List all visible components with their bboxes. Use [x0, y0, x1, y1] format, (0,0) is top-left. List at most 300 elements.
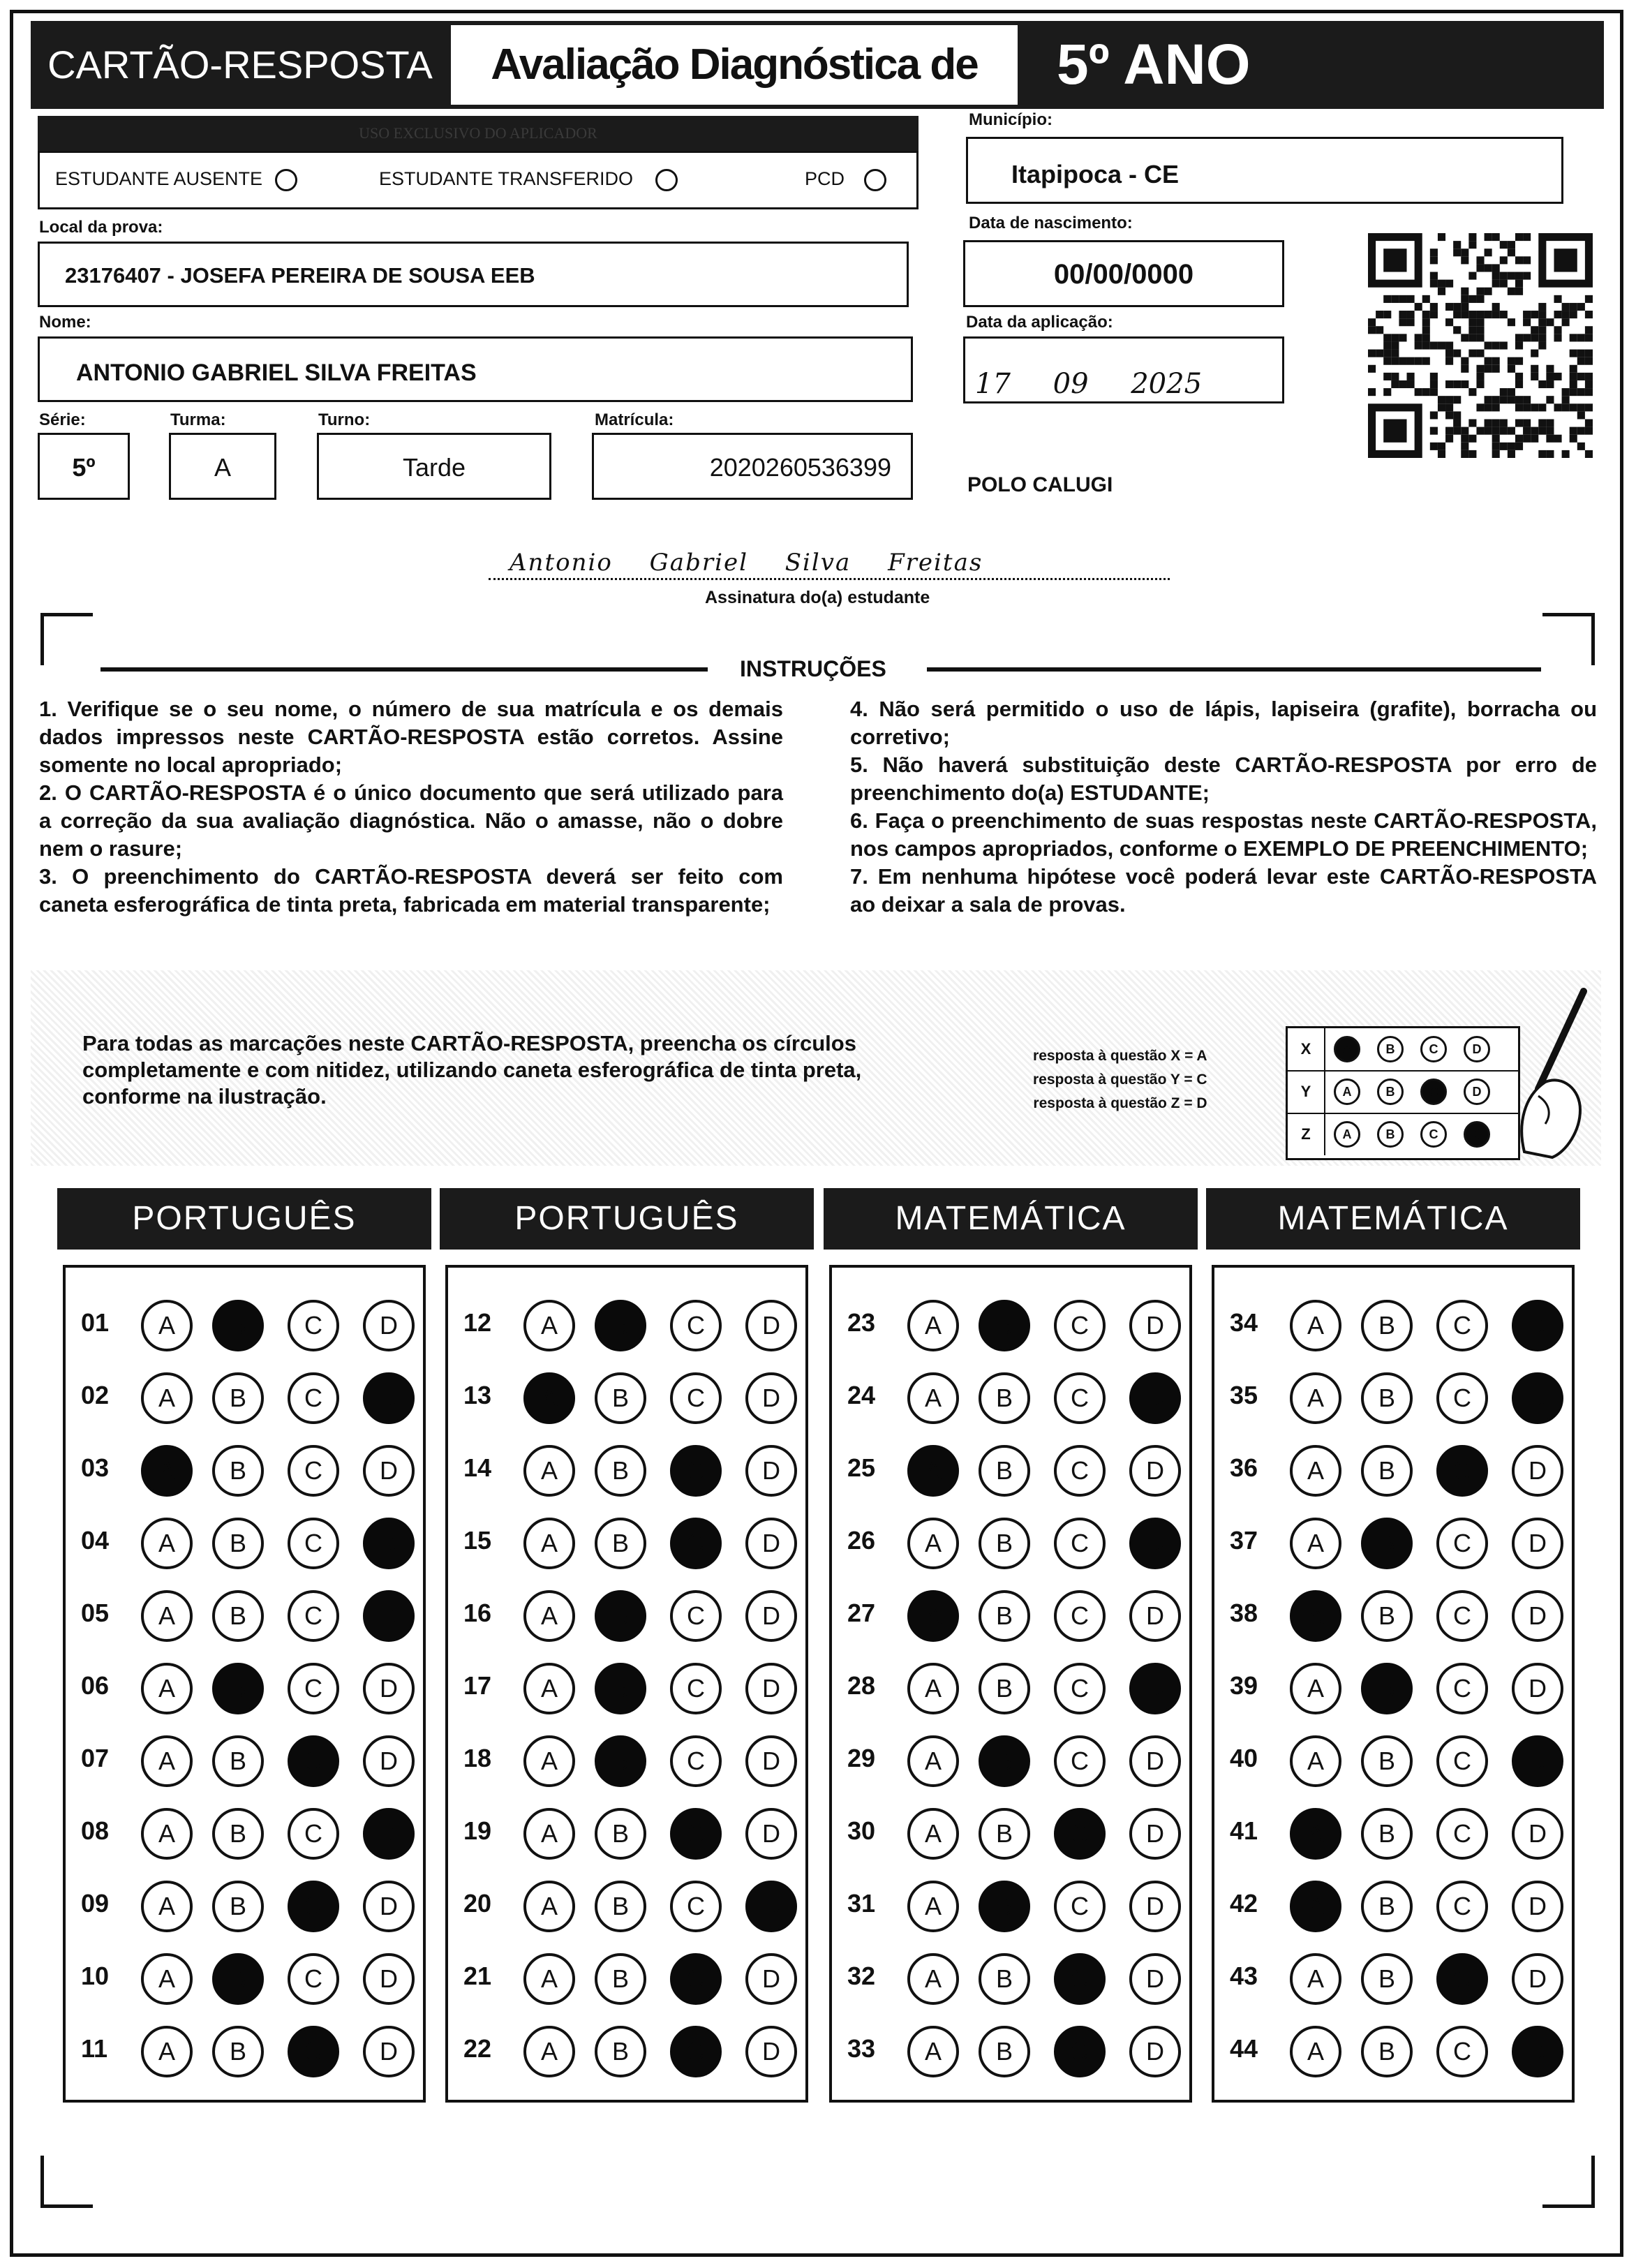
answer-bubble-a[interactable]: A	[523, 1590, 575, 1642]
answer-bubble-c[interactable]: C	[288, 1735, 339, 1787]
answer-bubble-d[interactable]: D	[1512, 2026, 1563, 2077]
question-row	[66, 1287, 423, 1360]
answer-bubble-d[interactable]: D	[363, 1953, 415, 2005]
answer-bubble-a[interactable]: A	[1290, 1663, 1341, 1714]
answer-bubble-a[interactable]: A	[141, 1663, 193, 1714]
question-row	[1214, 1578, 1572, 1650]
question-row	[448, 1360, 805, 1432]
answer-bubble-a[interactable]: A	[141, 1590, 193, 1642]
local-label: Local da prova:	[39, 218, 163, 237]
answer-bubble-c[interactable]: C	[1436, 1372, 1488, 1424]
answer-bubble-c[interactable]: C	[288, 1590, 339, 1642]
question-row	[832, 2013, 1189, 2086]
answer-bubble-c[interactable]: C	[1054, 2026, 1106, 2077]
answer-bubble-d[interactable]: D	[1129, 1808, 1181, 1860]
answer-bubble-b[interactable]: B	[1361, 1881, 1413, 1932]
question-number: 29	[847, 1744, 876, 1772]
instruction-item: 3. O preenchimento do CARTÃO-RESPOSTA deverá ser feito com caneta esferográfica de tinta preta, fabricada em material transparente;	[39, 864, 783, 917]
answer-bubble-b[interactable]: B	[1361, 2026, 1413, 2077]
answer-bubble-b[interactable]: B	[979, 1663, 1030, 1714]
answer-bubble-d[interactable]: D	[363, 1808, 415, 1860]
answer-bubble-a[interactable]: A	[523, 2026, 575, 2077]
answer-bubble-b[interactable]: B	[1361, 1953, 1413, 2005]
matricula-field	[592, 433, 913, 500]
answer-bubble-c[interactable]: C	[1436, 1590, 1488, 1642]
answer-bubble-b[interactable]: B	[979, 1735, 1030, 1787]
answer-bubble-c[interactable]: C	[1054, 1663, 1106, 1714]
answer-bubble-a[interactable]: A	[141, 1953, 193, 2005]
question-number: 36	[1230, 1453, 1258, 1482]
answer-bubble-c[interactable]: C	[1054, 1881, 1106, 1932]
answer-bubble-a[interactable]: A	[1290, 1300, 1341, 1351]
answer-bubble-c[interactable]: C	[288, 1953, 339, 2005]
answer-bubble-c[interactable]: C	[1054, 1518, 1106, 1569]
answer-bubble-c[interactable]: C	[1054, 1300, 1106, 1351]
absent-radio[interactable]	[275, 169, 297, 191]
header-bar	[31, 21, 1604, 109]
answer-bubble-c[interactable]: C	[288, 1300, 339, 1351]
answer-bubble-d[interactable]: D	[745, 1518, 797, 1569]
answer-bubble-b[interactable]: B	[979, 1300, 1030, 1351]
nascimento-field	[963, 240, 1284, 307]
answer-bubble-d[interactable]: D	[745, 1300, 797, 1351]
answer-bubble-d[interactable]: D	[363, 1735, 415, 1787]
answer-bubble-a[interactable]: A	[523, 1518, 575, 1569]
answer-bubble-c[interactable]: C	[1054, 1953, 1106, 2005]
nome-label: Nome:	[39, 313, 91, 332]
question-number: 25	[847, 1453, 876, 1482]
fill-example-text: Para todas as marcações neste CARTÃO-RESPOSTA, preencha os círculos completamente e com nitidez, utilizando caneta esferográfica de tinta preta, conforme na ilustração.	[82, 1031, 862, 1109]
answer-bubble-d[interactable]: D	[1129, 1663, 1181, 1714]
answer-bubble-b[interactable]: B	[1361, 1518, 1413, 1569]
answer-bubble-d[interactable]: D	[1512, 1735, 1563, 1787]
example-row-label: Z	[1288, 1113, 1325, 1155]
grade-title: 5º ANO	[1057, 33, 1251, 96]
question-number: 43	[1230, 1962, 1258, 1990]
question-number: 18	[463, 1744, 492, 1772]
answer-bubble-d[interactable]: D	[1512, 1445, 1563, 1497]
question-row	[66, 1578, 423, 1650]
answer-bubble-d[interactable]: D	[745, 1372, 797, 1424]
answer-bubble-d[interactable]: D	[1512, 1953, 1563, 2005]
answer-bubble-a[interactable]: A	[1290, 1881, 1341, 1932]
example-row	[1288, 1028, 1518, 1072]
answer-bubble-a[interactable]: A	[907, 1445, 959, 1497]
question-row	[1214, 1868, 1572, 1941]
answer-bubble-b[interactable]: B	[212, 1881, 264, 1932]
question-row	[448, 1287, 805, 1360]
transferred-option[interactable]	[379, 168, 678, 191]
answer-bubble-b[interactable]: B	[1361, 1445, 1413, 1497]
answer-bubble-d[interactable]: D	[1512, 1663, 1563, 1714]
pcd-option[interactable]	[805, 168, 886, 191]
answer-bubble-a[interactable]: A	[523, 1953, 575, 2005]
answer-bubble-d[interactable]: D	[1512, 1590, 1563, 1642]
question-number: 30	[847, 1816, 876, 1845]
answer-bubble-b[interactable]: B	[1361, 1590, 1413, 1642]
question-number: 17	[463, 1671, 492, 1700]
question-row	[448, 2013, 805, 2086]
question-number: 13	[463, 1381, 492, 1409]
answer-bubble-b[interactable]: B	[212, 1953, 264, 2005]
answer-bubble-d[interactable]: D	[745, 1590, 797, 1642]
answer-bubble-c[interactable]: C	[1436, 1953, 1488, 2005]
answer-bubble-a[interactable]: A	[907, 2026, 959, 2077]
legend-x: resposta à questão X = A	[1033, 1048, 1207, 1064]
answer-bubble-d[interactable]: D	[1129, 1953, 1181, 2005]
answer-bubble-d[interactable]: D	[745, 2026, 797, 2077]
aplicacao-value: 17 09 2025	[975, 368, 1203, 400]
question-row	[832, 1432, 1189, 1505]
answer-bubble-b[interactable]: B	[212, 1808, 264, 1860]
answer-bubble-b[interactable]: B	[212, 1372, 264, 1424]
answer-bubble-a[interactable]: A	[523, 1881, 575, 1932]
question-number: 27	[847, 1599, 876, 1627]
question-number: 14	[463, 1453, 492, 1482]
answer-bubble-c[interactable]: C	[670, 1735, 722, 1787]
answer-bubble-a[interactable]: A	[1290, 1953, 1341, 2005]
answer-bubble-a[interactable]: A	[141, 1518, 193, 1569]
answer-bubble-b[interactable]: B	[595, 1300, 646, 1351]
question-row	[832, 1360, 1189, 1432]
exam-title: Avaliação Diagnóstica de	[451, 25, 1018, 105]
example-row	[1288, 1113, 1518, 1155]
answer-bubble-d[interactable]: D	[745, 1881, 797, 1932]
answer-bubble-c[interactable]: C	[670, 1663, 722, 1714]
instructions-left-column	[39, 695, 783, 919]
absent-label: ESTUDANTE AUSENTE	[55, 168, 263, 189]
example-row-label: Y	[1288, 1071, 1325, 1113]
question-number: 23	[847, 1308, 876, 1337]
answer-bubble-a[interactable]: A	[907, 1881, 959, 1932]
answer-bubble-a[interactable]: A	[1290, 1518, 1341, 1569]
answer-bubble-d[interactable]: D	[745, 1445, 797, 1497]
answer-bubble-c[interactable]: C	[670, 1808, 722, 1860]
answer-bubble-b[interactable]: B	[1361, 1808, 1413, 1860]
answer-bubble-d[interactable]: D	[1129, 1372, 1181, 1424]
question-row	[448, 1941, 805, 2013]
corner-mark-top-right	[1542, 613, 1595, 665]
answer-bubble-a[interactable]: A	[523, 1300, 575, 1351]
answer-bubble-d[interactable]: D	[1129, 2026, 1181, 2077]
question-number: 40	[1230, 1744, 1258, 1772]
hand-pen-icon	[1496, 984, 1594, 1159]
answer-bubble-a[interactable]: A	[523, 1735, 575, 1787]
fill-example-legend	[1033, 1044, 1207, 1116]
instruction-item: 6. Faça o preenchimento de suas respostas neste CARTÃO-RESPOSTA, nos campos apropriados, conforme o EXEMPLO DE PREENCHIMENTO;	[850, 808, 1597, 861]
question-row	[1214, 1723, 1572, 1795]
aplicacao-field[interactable]	[963, 336, 1284, 403]
answer-bubble-a[interactable]: A	[907, 1590, 959, 1642]
answer-bubble-b[interactable]: B	[979, 1881, 1030, 1932]
question-row	[66, 1360, 423, 1432]
answer-bubble-d[interactable]: D	[1512, 1808, 1563, 1860]
answer-bubble-b[interactable]: B	[979, 1445, 1030, 1497]
answer-bubble-b[interactable]: B	[212, 1735, 264, 1787]
answer-bubble-d[interactable]: D	[1512, 1300, 1563, 1351]
absent-option[interactable]	[55, 168, 297, 191]
answer-bubble-d[interactable]: D	[363, 1445, 415, 1497]
answer-bubble-c[interactable]: C	[1436, 1735, 1488, 1787]
answer-bubble-b[interactable]: B	[1361, 1663, 1413, 1714]
answer-bubble-c[interactable]: C	[1436, 1518, 1488, 1569]
question-row	[448, 1650, 805, 1723]
fill-example-band	[31, 970, 1601, 1166]
answer-bubble-d[interactable]: D	[1129, 1518, 1181, 1569]
answer-bubble-b[interactable]: B	[1361, 1372, 1413, 1424]
signature-label: Assinatura do(a) estudante	[705, 588, 930, 607]
question-row	[448, 1795, 805, 1868]
matricula-value: 2020260536399	[709, 453, 891, 482]
municipio-field	[966, 137, 1563, 204]
example-bubble-b: B	[1377, 1121, 1404, 1148]
corner-mark-bottom-right	[1542, 2156, 1595, 2208]
question-row	[1214, 2013, 1572, 2086]
answer-bubble-b[interactable]: B	[595, 1881, 646, 1932]
answer-bubble-c[interactable]: C	[670, 2026, 722, 2077]
transferred-radio[interactable]	[655, 169, 678, 191]
answer-bubble-c[interactable]: C	[288, 1663, 339, 1714]
answer-bubble-b[interactable]: B	[979, 1808, 1030, 1860]
answer-bubble-a[interactable]: A	[1290, 1590, 1341, 1642]
answer-bubble-c[interactable]: C	[288, 1881, 339, 1932]
question-row	[448, 1578, 805, 1650]
example-bubble-a: A	[1334, 1079, 1360, 1105]
question-row	[832, 1941, 1189, 2013]
answer-bubble-d[interactable]: D	[1129, 1735, 1181, 1787]
example-bubble-a: A	[1334, 1121, 1360, 1148]
answer-bubble-a[interactable]: A	[1290, 2026, 1341, 2077]
answer-bubble-b[interactable]: B	[212, 1518, 264, 1569]
answer-bubble-c[interactable]: C	[1054, 1445, 1106, 1497]
question-number: 22	[463, 2034, 492, 2063]
answer-bubble-c[interactable]: C	[670, 1372, 722, 1424]
answer-bubble-b[interactable]: B	[595, 1445, 646, 1497]
qr-code	[1368, 233, 1593, 458]
answer-bubble-b[interactable]: B	[1361, 1300, 1413, 1351]
answer-bubble-d[interactable]: D	[745, 1953, 797, 2005]
answer-bubble-d[interactable]: D	[363, 1300, 415, 1351]
answer-bubble-a[interactable]: A	[907, 1372, 959, 1424]
answer-bubble-a[interactable]: A	[141, 1300, 193, 1351]
subject-header: MATEMÁTICA	[1206, 1188, 1580, 1250]
answer-bubble-a[interactable]: A	[1290, 1735, 1341, 1787]
answer-bubble-d[interactable]: D	[363, 1372, 415, 1424]
question-row	[66, 1723, 423, 1795]
question-number: 44	[1230, 2034, 1258, 2063]
question-number: 07	[81, 1744, 110, 1772]
answer-bubble-b[interactable]: B	[595, 1663, 646, 1714]
question-number: 20	[463, 1889, 492, 1918]
answer-bubble-a[interactable]: A	[907, 1808, 959, 1860]
question-row	[66, 1505, 423, 1578]
aplicacao-label: Data da aplicação:	[966, 313, 1113, 332]
answer-bubble-c[interactable]: C	[288, 1808, 339, 1860]
turno-value: Tarde	[402, 453, 466, 482]
answer-bubble-b[interactable]: B	[212, 1445, 264, 1497]
example-bubble-b: B	[1377, 1079, 1404, 1105]
answer-bubble-a[interactable]: A	[523, 1663, 575, 1714]
answer-bubble-d[interactable]: D	[363, 2026, 415, 2077]
answer-bubble-d[interactable]: D	[1512, 1881, 1563, 1932]
answer-bubble-c[interactable]: C	[1054, 1808, 1106, 1860]
answer-bubble-b[interactable]: B	[595, 1953, 646, 2005]
answer-bubble-c[interactable]: C	[1054, 1372, 1106, 1424]
subject-answer-box	[445, 1265, 808, 2103]
question-row	[1214, 1795, 1572, 1868]
local-value: 23176407 - JOSEFA PEREIRA DE SOUSA EEB	[65, 263, 535, 288]
question-row	[448, 1723, 805, 1795]
answer-bubble-a[interactable]: A	[1290, 1808, 1341, 1860]
answer-bubble-c[interactable]: C	[1436, 1300, 1488, 1351]
answer-bubble-d[interactable]: D	[363, 1881, 415, 1932]
pcd-radio[interactable]	[864, 169, 886, 191]
answer-bubble-a[interactable]: A	[1290, 1445, 1341, 1497]
answer-bubble-d[interactable]: D	[1512, 1372, 1563, 1424]
turno-field	[317, 433, 551, 500]
subject-header: MATEMÁTICA	[824, 1188, 1198, 1250]
question-number: 31	[847, 1889, 876, 1918]
answer-bubble-b[interactable]: B	[595, 1518, 646, 1569]
applicator-bar	[38, 116, 919, 151]
question-number: 35	[1230, 1381, 1258, 1409]
answer-bubble-b[interactable]: B	[979, 1372, 1030, 1424]
answer-bubble-b[interactable]: B	[212, 1300, 264, 1351]
answer-bubble-b[interactable]: B	[979, 1518, 1030, 1569]
answer-bubble-a[interactable]: A	[907, 1518, 959, 1569]
answer-bubble-a[interactable]: A	[141, 1372, 193, 1424]
answer-bubble-a[interactable]: A	[523, 1445, 575, 1497]
answer-bubble-b[interactable]: B	[1361, 1735, 1413, 1787]
answer-bubble-c[interactable]: C	[670, 1953, 722, 2005]
question-number: 04	[81, 1526, 110, 1555]
answer-bubble-a[interactable]: A	[907, 1300, 959, 1351]
question-row	[832, 1723, 1189, 1795]
answer-bubble-a[interactable]: A	[907, 1663, 959, 1714]
answer-bubble-d[interactable]: D	[363, 1663, 415, 1714]
municipio-label: Município:	[969, 110, 1053, 129]
answer-bubble-b[interactable]: B	[595, 2026, 646, 2077]
answer-bubble-c[interactable]: C	[1436, 1445, 1488, 1497]
answer-bubble-a[interactable]: A	[907, 1735, 959, 1787]
question-number: 16	[463, 1599, 492, 1627]
question-row	[832, 1287, 1189, 1360]
question-number: 39	[1230, 1671, 1258, 1700]
question-row	[66, 1868, 423, 1941]
answer-bubble-a[interactable]: A	[907, 1953, 959, 2005]
answer-bubble-a[interactable]: A	[523, 1372, 575, 1424]
answer-bubble-c[interactable]: C	[1436, 1808, 1488, 1860]
question-row	[832, 1505, 1189, 1578]
answer-bubble-b[interactable]: B	[979, 2026, 1030, 2077]
question-row	[832, 1578, 1189, 1650]
answer-bubble-c[interactable]: C	[670, 1518, 722, 1569]
answer-bubble-b[interactable]: B	[212, 1663, 264, 1714]
serie-label: Série:	[39, 410, 86, 429]
answer-bubble-c[interactable]: C	[670, 1590, 722, 1642]
question-number: 41	[1230, 1816, 1258, 1845]
transferred-label: ESTUDANTE TRANSFERIDO	[379, 168, 634, 189]
answer-bubble-a[interactable]: A	[141, 1881, 193, 1932]
answer-bubble-c[interactable]: C	[1436, 2026, 1488, 2077]
answer-bubble-d[interactable]: D	[745, 1663, 797, 1714]
signature-line[interactable]	[489, 549, 1170, 580]
answer-bubble-d[interactable]: D	[363, 1590, 415, 1642]
example-bubble-c: C	[1420, 1079, 1447, 1105]
question-number: 09	[81, 1889, 110, 1918]
turma-label: Turma:	[170, 410, 226, 429]
polo-text: POLO CALUGI	[967, 473, 1113, 496]
question-row	[448, 1505, 805, 1578]
answer-bubble-a[interactable]: A	[1290, 1372, 1341, 1424]
answer-bubble-c[interactable]: C	[670, 1881, 722, 1932]
question-row	[1214, 1650, 1572, 1723]
answer-bubble-d[interactable]: D	[1512, 1518, 1563, 1569]
answer-bubble-c[interactable]: C	[1054, 1735, 1106, 1787]
question-row	[1214, 1287, 1572, 1360]
answer-bubble-d[interactable]: D	[1129, 1445, 1181, 1497]
question-row	[1214, 1505, 1572, 1578]
answer-bubble-c[interactable]: C	[670, 1445, 722, 1497]
answer-bubble-b[interactable]: B	[595, 1590, 646, 1642]
answer-bubble-b[interactable]: B	[979, 1590, 1030, 1642]
nascimento-label: Data de nascimento:	[969, 214, 1133, 232]
instructions-rule-right	[927, 667, 1541, 672]
answer-bubble-b[interactable]: B	[595, 1808, 646, 1860]
answer-bubble-b[interactable]: B	[212, 2026, 264, 2077]
answer-bubble-c[interactable]: C	[288, 1372, 339, 1424]
answer-bubble-a[interactable]: A	[141, 1735, 193, 1787]
question-row	[1214, 1941, 1572, 2013]
turma-field	[169, 433, 276, 500]
answer-bubble-d[interactable]: D	[1129, 1590, 1181, 1642]
answer-bubble-a[interactable]: A	[523, 1808, 575, 1860]
answer-bubble-c[interactable]: C	[288, 2026, 339, 2077]
question-number: 12	[463, 1308, 492, 1337]
answer-bubble-c[interactable]: C	[288, 1445, 339, 1497]
answer-bubble-d[interactable]: D	[363, 1518, 415, 1569]
question-number: 08	[81, 1816, 110, 1845]
answer-bubble-d[interactable]: D	[1129, 1881, 1181, 1932]
example-row-label: X	[1288, 1028, 1325, 1070]
answer-bubble-c[interactable]: C	[1436, 1881, 1488, 1932]
question-number: 03	[81, 1453, 110, 1482]
question-row	[66, 2013, 423, 2086]
answer-bubble-c[interactable]: C	[1436, 1663, 1488, 1714]
answer-bubble-d[interactable]: D	[745, 1735, 797, 1787]
answer-bubble-b[interactable]: B	[212, 1590, 264, 1642]
question-row	[832, 1795, 1189, 1868]
answer-bubble-a[interactable]: A	[141, 1808, 193, 1860]
answer-bubble-b[interactable]: B	[595, 1372, 646, 1424]
answer-bubble-a[interactable]: A	[141, 1445, 193, 1497]
example-row	[1288, 1071, 1518, 1114]
question-row	[832, 1868, 1189, 1941]
example-bubble-b: B	[1377, 1036, 1404, 1062]
answer-bubble-b[interactable]: B	[979, 1953, 1030, 2005]
answer-bubble-c[interactable]: C	[288, 1518, 339, 1569]
answer-bubble-c[interactable]: C	[670, 1300, 722, 1351]
question-row	[1214, 1432, 1572, 1505]
answer-bubble-b[interactable]: B	[595, 1735, 646, 1787]
answer-bubble-d[interactable]: D	[745, 1808, 797, 1860]
question-number: 21	[463, 1962, 492, 1990]
question-number: 10	[81, 1962, 110, 1990]
answer-bubble-c[interactable]: C	[1054, 1590, 1106, 1642]
answer-bubble-a[interactable]: A	[141, 2026, 193, 2077]
answer-bubble-d[interactable]: D	[1129, 1300, 1181, 1351]
local-field	[38, 242, 909, 307]
